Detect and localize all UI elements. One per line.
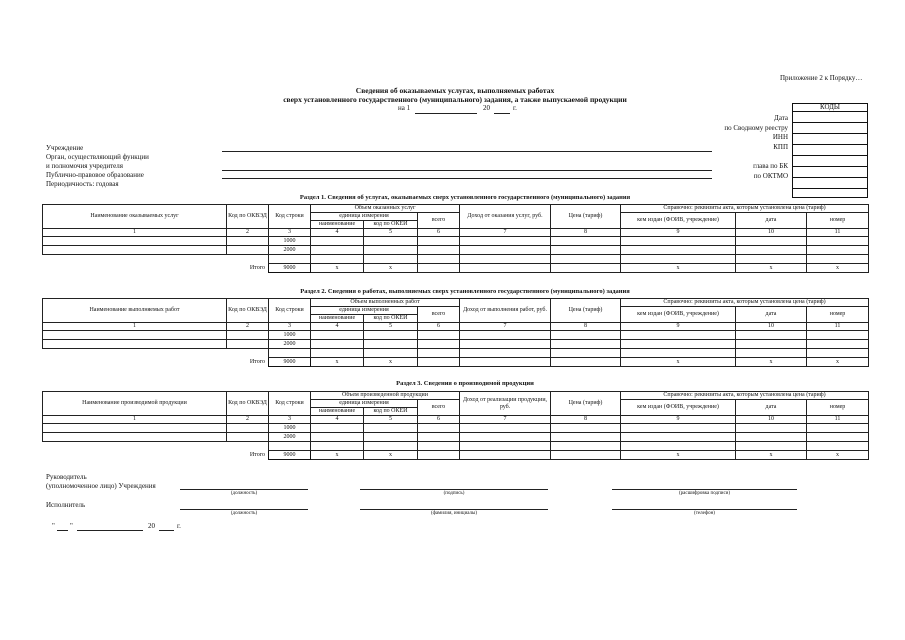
- date-day-line[interactable]: [57, 530, 68, 531]
- col-number: 5: [364, 416, 418, 424]
- head-decoding-line[interactable]: [612, 489, 797, 490]
- blank-cell: [269, 349, 311, 358]
- head-signature-line[interactable]: [360, 489, 548, 490]
- table-row: [43, 424, 869, 433]
- x-mark: x: [621, 358, 736, 367]
- header-price: Цена (тариф): [551, 392, 621, 416]
- row-code: 2000: [269, 246, 311, 255]
- x-mark: x: [364, 358, 418, 367]
- cell[interactable]: [807, 424, 869, 433]
- total-row: [43, 451, 869, 460]
- cell[interactable]: [460, 358, 551, 367]
- cell[interactable]: [227, 433, 269, 442]
- executor-position-caption: (должность): [230, 511, 258, 516]
- col-number: 4: [311, 323, 364, 331]
- cell[interactable]: [460, 433, 551, 442]
- total-row: [43, 264, 869, 273]
- col-number: 10: [736, 416, 807, 424]
- header-reference: Справочно: реквизиты акта, которым установлена цена (тариф): [621, 299, 869, 307]
- date-year-line[interactable]: [159, 530, 174, 531]
- cell[interactable]: [311, 246, 364, 255]
- cell[interactable]: [551, 451, 621, 460]
- col-number: 2: [227, 229, 269, 237]
- section-2-table: [42, 298, 869, 367]
- cell[interactable]: [460, 246, 551, 255]
- cell[interactable]: [364, 340, 418, 349]
- header-number: номер: [807, 213, 869, 229]
- table-row: [43, 331, 869, 340]
- header-reference: Справочно: реквизиты акта, которым установлена цена (тариф): [621, 205, 869, 213]
- x-mark: x: [364, 264, 418, 273]
- cell[interactable]: [43, 246, 227, 255]
- cell[interactable]: [418, 340, 460, 349]
- col-number: 2: [227, 323, 269, 331]
- header-name: Наименование производимой продукции: [43, 392, 227, 416]
- col-number: 4: [311, 416, 364, 424]
- header-name: Наименование оказываемых услуг: [43, 205, 227, 229]
- x-mark: x: [807, 358, 869, 367]
- date-year-prefix: 20: [148, 522, 155, 530]
- cell[interactable]: [418, 433, 460, 442]
- col-number: 7: [460, 416, 551, 424]
- col-number: 1: [43, 416, 227, 424]
- row-code: 2000: [269, 340, 311, 349]
- org-periodicity-label: Периодичность: годовая: [46, 180, 119, 188]
- x-mark: x: [736, 264, 807, 273]
- cell[interactable]: [364, 246, 418, 255]
- cell[interactable]: [43, 237, 227, 246]
- row-code: 2000: [269, 433, 311, 442]
- cell[interactable]: [621, 237, 736, 246]
- code-cell[interactable]: [793, 156, 868, 167]
- cell[interactable]: [736, 331, 807, 340]
- header-row-code: Код строки: [269, 205, 311, 229]
- cell[interactable]: [551, 237, 621, 246]
- x-mark: x: [736, 358, 807, 367]
- header-total: всего: [418, 307, 460, 323]
- header-row-code: Код строки: [269, 392, 311, 416]
- x-mark: x: [311, 451, 364, 460]
- header-date: дата: [736, 307, 807, 323]
- x-mark: x: [364, 451, 418, 460]
- code-cell[interactable]: [793, 167, 868, 178]
- section-3-title: Раздел 3. Сведения о производимой продукции: [396, 380, 534, 387]
- cell[interactable]: [807, 433, 869, 442]
- col-number: 5: [364, 229, 418, 237]
- head-position-line[interactable]: [180, 489, 308, 490]
- header-total: всего: [418, 400, 460, 416]
- total-label: Итого: [249, 264, 265, 271]
- header-okved: Код по ОКВЭД: [227, 392, 269, 416]
- cell[interactable]: [460, 340, 551, 349]
- x-mark: x: [311, 264, 364, 273]
- code-cell[interactable]: [793, 123, 868, 134]
- executor-fio-caption: (фамилия, инициалы): [430, 511, 478, 516]
- cell[interactable]: [364, 424, 418, 433]
- total-code: 9000: [269, 264, 311, 273]
- cell[interactable]: [227, 340, 269, 349]
- cell[interactable]: [621, 424, 736, 433]
- x-mark: x: [807, 451, 869, 460]
- header-income: Доход от выполнения работ, руб.: [460, 299, 551, 323]
- table-row: [43, 433, 869, 442]
- section-3-table: [42, 391, 869, 460]
- header-unit-okei: код по ОКЕИ: [364, 315, 418, 323]
- cell[interactable]: [460, 264, 551, 273]
- header-unit-name: наименование: [311, 315, 364, 323]
- col-number: 9: [621, 323, 736, 331]
- table-row: [43, 246, 869, 255]
- org-institution-label: Учреждение: [46, 144, 84, 152]
- header-number: номер: [807, 400, 869, 416]
- cell[interactable]: [621, 340, 736, 349]
- header-unit: единица измерения: [311, 213, 418, 221]
- header-okved: Код по ОКВЭД: [227, 299, 269, 323]
- cell[interactable]: [43, 340, 227, 349]
- col-number: 11: [807, 229, 869, 237]
- date-suffix: г.: [177, 522, 181, 530]
- col-number: 3: [269, 323, 311, 331]
- section-1-table: [42, 204, 869, 273]
- total-label: Итого: [249, 451, 265, 458]
- cell[interactable]: [621, 331, 736, 340]
- head-label-2: (уполномоченное лицо) Учреждения: [46, 482, 156, 490]
- x-mark: x: [621, 264, 736, 273]
- col-number: 5: [364, 323, 418, 331]
- blank-cell: [269, 255, 311, 264]
- cell[interactable]: [227, 237, 269, 246]
- cell[interactable]: [364, 237, 418, 246]
- date-quote-open: ": [52, 522, 55, 530]
- header-issuer: кем издан (ФОИВ, учреждение): [621, 400, 736, 416]
- cell[interactable]: [418, 451, 460, 460]
- blank-cell: [269, 442, 311, 451]
- total-row: [43, 358, 869, 367]
- section-1-title: Раздел 1. Сведения об услугах, оказываемых сверх установленного государственного (муниципального) задания: [299, 194, 631, 201]
- header-row-code: Код строки: [269, 299, 311, 323]
- header-date: дата: [736, 400, 807, 416]
- header-unit: единица измерения: [311, 400, 418, 408]
- cell[interactable]: [418, 246, 460, 255]
- section-2-title: Раздел 2. Сведения о работах, выполняемых сверх установленного государственного (муниципального) задания: [300, 288, 630, 295]
- header-income: Доход от реализации продукции, руб.: [460, 392, 551, 416]
- cell[interactable]: [311, 340, 364, 349]
- col-number: 6: [418, 416, 460, 424]
- code-cell[interactable]: [793, 134, 868, 145]
- cell[interactable]: [551, 424, 621, 433]
- header-unit-name: наименование: [311, 221, 364, 229]
- code-cell[interactable]: [793, 112, 868, 123]
- executor-fio-line[interactable]: [360, 509, 548, 510]
- cell[interactable]: [418, 237, 460, 246]
- col-number: 9: [621, 416, 736, 424]
- header-income: Доход от оказания услуг, руб.: [460, 205, 551, 229]
- col-number: 10: [736, 229, 807, 237]
- cell[interactable]: [460, 237, 551, 246]
- header-volume: Объем выполненных работ: [311, 299, 460, 307]
- code-cell[interactable]: [793, 145, 868, 156]
- row-code: 1000: [269, 237, 311, 246]
- executor-label: Исполнитель: [46, 501, 86, 509]
- cell[interactable]: [736, 433, 807, 442]
- col-number: 4: [311, 229, 364, 237]
- appendix-label: Приложение 2 к Порядку…: [780, 74, 863, 82]
- executor-phone-line[interactable]: [612, 509, 797, 510]
- header-price: Цена (тариф): [551, 299, 621, 323]
- header-reference: Справочно: реквизиты акта, которым установлена цена (тариф): [621, 392, 869, 400]
- cell[interactable]: [364, 433, 418, 442]
- cell[interactable]: [551, 246, 621, 255]
- header-date: дата: [736, 213, 807, 229]
- head-label-1: Руководитель: [46, 473, 87, 481]
- cell[interactable]: [43, 424, 227, 433]
- header-unit-okei: код по ОКЕИ: [364, 221, 418, 229]
- header-number: номер: [807, 307, 869, 323]
- col-number: 7: [460, 229, 551, 237]
- header-unit-name: наименование: [311, 408, 364, 416]
- col-number: 10: [736, 323, 807, 331]
- cell[interactable]: [807, 331, 869, 340]
- header-issuer: кем издан (ФОИВ, учреждение): [621, 213, 736, 229]
- cell[interactable]: [551, 331, 621, 340]
- cell[interactable]: [807, 340, 869, 349]
- row-code: 1000: [269, 424, 311, 433]
- cell[interactable]: [227, 424, 269, 433]
- cell[interactable]: [460, 451, 551, 460]
- cell[interactable]: [227, 331, 269, 340]
- cell[interactable]: [736, 340, 807, 349]
- date-month-line[interactable]: [77, 530, 143, 531]
- org-founder-label-2: и полномочия учредителя: [46, 162, 123, 170]
- x-mark: x: [807, 264, 869, 273]
- cell[interactable]: [418, 331, 460, 340]
- executor-phone-caption: (телефон): [694, 511, 715, 516]
- col-number: 11: [807, 323, 869, 331]
- header-price: Цена (тариф): [551, 205, 621, 229]
- col-number: 8: [551, 229, 621, 237]
- codes-header: КОДЫ: [793, 104, 868, 112]
- head-signature-caption: (подпись): [443, 491, 465, 496]
- org-entity-label: Публично-правовое образование: [46, 171, 144, 179]
- table-row: [43, 340, 869, 349]
- header-unit: единица измерения: [311, 307, 418, 315]
- col-number: 7: [460, 323, 551, 331]
- cell[interactable]: [311, 424, 364, 433]
- title-date-year: 20: [483, 104, 490, 112]
- code-label-date: Дата: [774, 114, 788, 122]
- code-cell[interactable]: [793, 189, 868, 198]
- cell[interactable]: [736, 237, 807, 246]
- title-line-1: Сведения об оказываемых услугах, выполняемых работах: [355, 86, 555, 95]
- x-mark: x: [736, 451, 807, 460]
- total-code: 9000: [269, 358, 311, 367]
- cell[interactable]: [736, 246, 807, 255]
- cell[interactable]: [807, 237, 869, 246]
- code-label-inn: ИНН: [772, 133, 788, 141]
- col-number: 6: [418, 323, 460, 331]
- org-founder-label-1: Орган, осуществляющий функции: [46, 153, 149, 161]
- cell[interactable]: [551, 358, 621, 367]
- table-row: [43, 237, 869, 246]
- code-cell[interactable]: [793, 178, 868, 189]
- cell[interactable]: [418, 424, 460, 433]
- total-label: Итого: [249, 358, 265, 365]
- cell[interactable]: [807, 246, 869, 255]
- col-number: 6: [418, 229, 460, 237]
- cell[interactable]: [311, 237, 364, 246]
- cell[interactable]: [460, 424, 551, 433]
- header-total: всего: [418, 213, 460, 229]
- x-mark: x: [621, 451, 736, 460]
- cell[interactable]: [551, 340, 621, 349]
- cell[interactable]: [551, 433, 621, 442]
- col-number: 8: [551, 323, 621, 331]
- row-code: 1000: [269, 331, 311, 340]
- cell[interactable]: [551, 264, 621, 273]
- cell[interactable]: [460, 331, 551, 340]
- header-okved: Код по ОКВЭД: [227, 205, 269, 229]
- col-number: 2: [227, 416, 269, 424]
- col-number: 1: [43, 323, 227, 331]
- code-label-bk: глава по БК: [753, 162, 788, 170]
- header-volume: Объем произведенной продукции: [311, 392, 460, 400]
- col-number: 3: [269, 416, 311, 424]
- total-code: 9000: [269, 451, 311, 460]
- col-number: 11: [807, 416, 869, 424]
- header-unit-okei: код по ОКЕИ: [364, 408, 418, 416]
- header-name: Наименование выполняемых работ: [43, 299, 227, 323]
- col-number: 8: [551, 416, 621, 424]
- cell[interactable]: [621, 433, 736, 442]
- cell[interactable]: [43, 433, 227, 442]
- cell[interactable]: [418, 264, 460, 273]
- col-number: 1: [43, 229, 227, 237]
- head-decoding-caption: (расшифровка подписи): [678, 491, 731, 496]
- cell[interactable]: [364, 331, 418, 340]
- cell[interactable]: [736, 424, 807, 433]
- cell[interactable]: [311, 331, 364, 340]
- cell[interactable]: [418, 358, 460, 367]
- codes-box: [792, 103, 868, 198]
- header-issuer: кем издан (ФОИВ, учреждение): [621, 307, 736, 323]
- col-number: 9: [621, 229, 736, 237]
- cell[interactable]: [621, 246, 736, 255]
- title-line-2: сверх установленного государственного (муниципального) задания, а также выпускаемой продукции: [283, 95, 627, 104]
- title-date-suffix: г.: [513, 104, 517, 112]
- code-label-kpp: КПП: [773, 143, 788, 151]
- title-date-prefix: на 1: [398, 104, 411, 112]
- cell[interactable]: [43, 331, 227, 340]
- col-number: 3: [269, 229, 311, 237]
- cell[interactable]: [311, 433, 364, 442]
- head-position-caption: (должность): [230, 491, 258, 496]
- executor-position-line[interactable]: [180, 509, 308, 510]
- code-label-registry: по Сводному реестру: [724, 124, 788, 132]
- cell[interactable]: [227, 246, 269, 255]
- code-label-oktmo: по ОКТМО: [753, 172, 788, 180]
- x-mark: x: [311, 358, 364, 367]
- date-quote-close: ": [70, 522, 73, 530]
- header-volume: Объем оказанных услуг: [311, 205, 460, 213]
